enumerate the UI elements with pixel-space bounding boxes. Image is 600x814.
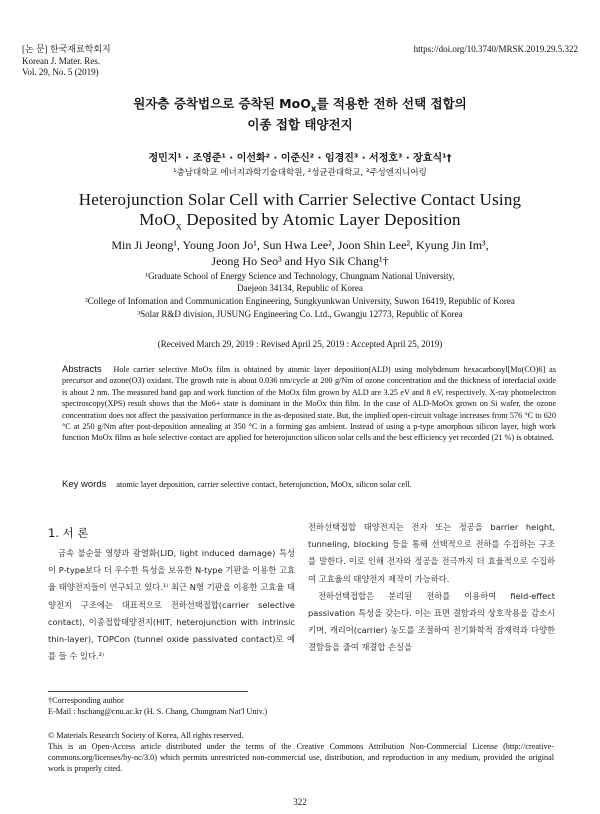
footnote bbox=[48, 695, 267, 717]
keywords bbox=[62, 479, 556, 490]
journal-volume: Vol. 29, No. 5 (2019) bbox=[22, 67, 99, 77]
received-dates: (Received March 29, 2019 : Revised April 25, 2019 : Accepted April 25, 2019) bbox=[157, 339, 443, 349]
english-title-line2: MoO$_x$ Deposited by Atomic Layer Deposition bbox=[139, 210, 461, 233]
license-notice bbox=[48, 730, 554, 774]
keywords-label: Key words bbox=[62, 479, 107, 490]
paragraph: 금속 불순물 영향과 광열화(LID, light induced damage) 특성이 P-type보다 더 우수한 특성을 보유한 N-type 기판을 이용한 고효율 태양전지들이 연구되고 있다.¹⁾ 최근 N형 기판을 이용한 고효율 태양전지 구조에는 대표적으로 전하선택접합(carrier selective contact), 이종접합태양전지(HIT, heterojunction with intrinsic thin-layer), TOPCon (tunnel oxide passivated contact)로 예를 들 수 있다.²⁾ bbox=[48, 548, 295, 662]
abstract-text: Hole carrier selective MoOx film is obtained by atomic layer deposition(ALD) using molybdenum hexacarbonyl[Mo(CO)6] as precursor and ozone(O3) oxidant. The growth rate is about 0.036 nm/cycle at 200 g/Nm of ozone concentration and the thickness of interfacial oxide is about 2 nm. The measured band gap and work function of the MoOx film grown by ALD are 3.25 eV and 8 eV, respectively. X-ray photoelectron spectroscopy(XPS) result shows that the Mo6+ state is dominant in the MoOx thin film. In the case of ALD-MoOx grown on Si wafer, the ozone concentration does not affect the passivation performance in the as-deposited state. But, the implied open-circuit voltage increases from 576 °C to 620 °C at 250 g/Nm after post-deposition annealing at 350 °C in a forming gas ambient. Instead of using a p-type amorphous silicon layer, high work function MoOx films as hole selective contact are applied for heterojunction silicon solar cells and the best efficiency yet recorded (21 %) is obtained. bbox=[62, 365, 557, 443]
left-column bbox=[48, 545, 295, 665]
english-title: Heterojunction Solar Cell with Carrier Selective Contact Using bbox=[78, 190, 522, 209]
journal-name-korean: [논 문] 한국재료학회지 bbox=[22, 44, 111, 54]
abstract-label: Abstracts bbox=[62, 364, 102, 375]
korean-title: 원자층 증착법으로 증착된 MoO$_x$를 적용한 전하 선택 접합의 bbox=[133, 96, 467, 115]
copyright-line: © Materials Research Society of Korea, All rights reserved. bbox=[48, 731, 244, 740]
affiliation-3: ³Solar R&D division, JUSUNG Engineering Co. Ltd., Gwangju 12773, Republic of Korea bbox=[137, 309, 463, 319]
doi-link[interactable]: https://doi.org/10.3740/MRSK.2019.29.5.322 bbox=[413, 44, 578, 54]
section-heading: 1. 서 론 bbox=[48, 526, 89, 540]
paragraph: 전하선택접합 태양전지는 전자 또는 정공을 barrier height, tunneling, blocking 등을 통해 선택적으로 전하를 수집하는 구조를 말한다. 이로 인해 전자와 정공을 전극까지 더 효율적으로 수집하여 고효율의 태양전지 제작이 가능하다. bbox=[308, 522, 555, 584]
affiliation-1-address: Daejeon 34134, Republic of Korea bbox=[237, 283, 363, 293]
english-authors-line2: Jeong Ho Seo³ and Hyo Sik Chang¹† bbox=[211, 254, 389, 268]
paragraph: 전하선택접합은 분리된 전하를 이용하여 field-effect passivation 특성을 갖는다. 이는 표면 결함과의 상호작용을 감소시키며, 캐리어(carrier) 농도를 조절하여 전기화학적 잠재력과 다양한 결함들을 줄여 재결합 손실을 bbox=[308, 590, 555, 653]
journal-info bbox=[22, 44, 111, 79]
korean-affiliations: ¹충남대학교 에너지과학기술대학원, ²성균관대학교, ³주성엔지니어링 bbox=[173, 168, 427, 178]
license-text: This is an Open-Access article distributed under the terms of the Creative Commons Attribution Non-Commercial License (http://creative-commons.org/licenses/by-nc/3.0) which permits unrestricted non-commercial use, distribution, and reproduction in any medium, provided the original work is properly cited. bbox=[48, 742, 554, 773]
keywords-text: atomic layer deposition, carrier selective contact, heterojunction, MoOx, silicon solar cell. bbox=[116, 480, 412, 489]
right-column bbox=[308, 519, 555, 657]
korean-title-line2: 이종 접합 태양전지 bbox=[247, 117, 353, 132]
page-number: 322 bbox=[293, 797, 307, 807]
journal-name-english: Korean J. Mater. Res. bbox=[22, 55, 100, 66]
author-email: E-Mail : hschang@cnu.ac.kr (H. S. Chang, Chungnam Nat'l Univ.) bbox=[48, 707, 268, 716]
abstract bbox=[62, 364, 556, 444]
english-authors: Min Ji Jeong¹, Young Joon Jo¹, Sun Hwa Lee², Joon Shin Lee², Kyung Jin Im³, bbox=[111, 238, 489, 252]
corresponding-author: †Corresponding author bbox=[48, 696, 124, 705]
affiliation-2: ²College of Infomation and Communication Engineering, Sungkyunkwan University, Suwon 16419, Republic of Korea bbox=[85, 296, 515, 306]
footnote-divider bbox=[48, 691, 248, 692]
affiliation-1: ¹Graduate School of Energy Science and Technology, Chungnam National University, bbox=[145, 271, 455, 281]
korean-authors: 정민지¹ · 조영준¹ · 이선화² · 이준신² · 임경진³ · 서정호³ · 장효식¹† bbox=[148, 153, 452, 164]
